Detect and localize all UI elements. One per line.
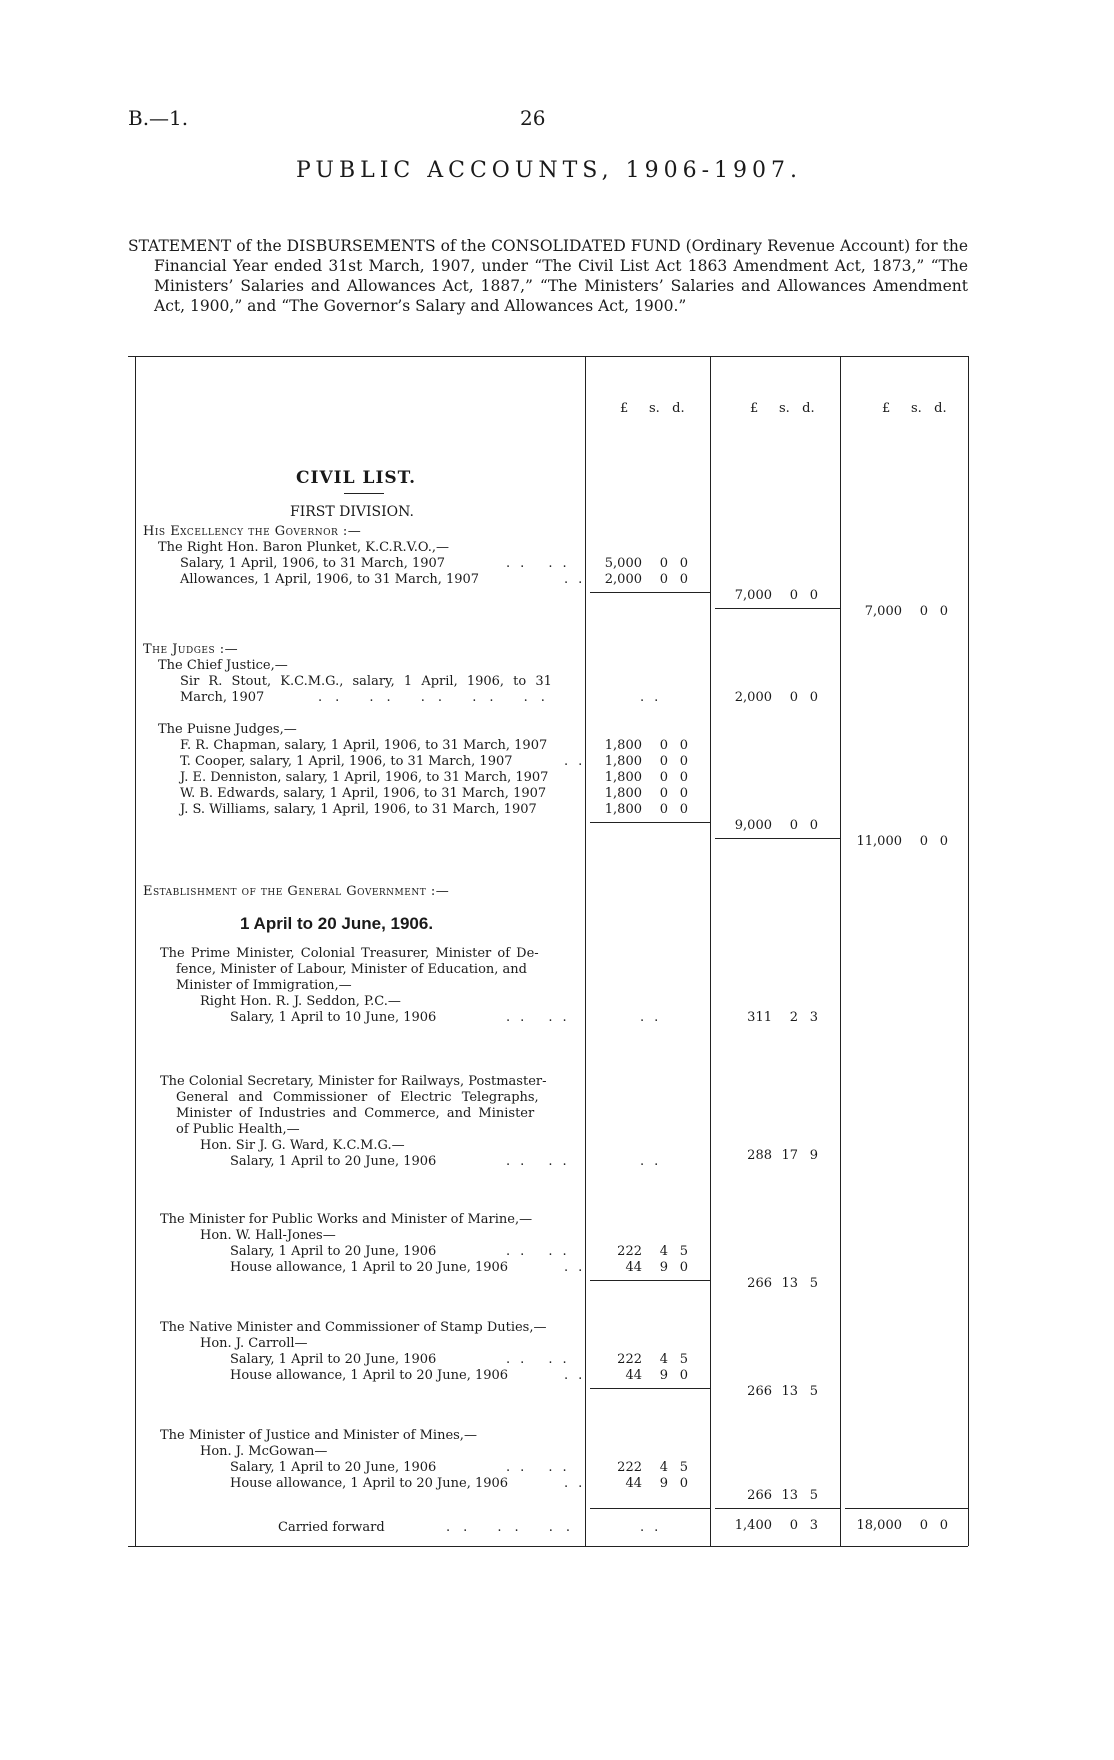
carried-forward-col1-rule [590,1508,710,1509]
colonial-secretary-title-2: General and Commissioner of Electric Telegraphs, [176,1090,539,1105]
public-works-salary-label: Salary, 1 April to 20 June, 1906 [230,1244,437,1259]
carried-forward-leaders: .. .. .. [446,1520,584,1535]
colonial-secretary-title-1: The Colonial Secretary, Minister for Railways, Postmaster- [160,1074,547,1089]
carried-forward-col3: 18,000 0 0 [856,1518,948,1533]
puisne-judge-3-amount: 1,800 0 0 [604,770,688,785]
puisne-judge-2-leaders: .. [564,754,593,769]
puisne-judge-3-label: J. E. Denniston, salary, 1 April, 1906, to 31 March, 1907 [180,770,549,785]
chief-justice-amount: 2,000 0 0 [734,690,818,705]
col3-header [882,401,947,416]
prime-minister-col1-leaders: .. [640,1010,669,1025]
col3-shilling-header: s. [910,401,922,416]
colonial-secretary-title-3: Minister of Industries and Commerce, and Minister [176,1106,535,1121]
colonial-secretary-title-4: of Public Health,— [176,1122,300,1137]
public-works-house-amount: 44 9 0 [625,1260,688,1275]
col2-shilling-header: s. [778,401,790,416]
public-works-total: 266 13 5 [747,1276,818,1291]
col2-right-rule [840,356,841,1546]
prime-minister-leaders: .. .. [506,1010,577,1025]
justice-minister-house-label: House allowance, 1 April to 20 June, 1906 [230,1476,509,1491]
carried-forward-label: Carried forward [278,1520,385,1535]
carried-forward-col2: 1,400 0 3 [734,1518,818,1533]
table-left-rule [135,356,136,1546]
public-works-house-leaders: .. [564,1260,593,1275]
colonial-secretary-salary-label: Salary, 1 April to 20 June, 1906 [230,1154,437,1169]
prime-minister-salary-label: Salary, 1 April to 10 June, 1906 [230,1010,437,1025]
judges-col2-rule [715,838,840,839]
prime-minister-name: Right Hon. R. J. Seddon, P.C.— [200,994,401,1009]
judges-total: 11,000 0 0 [856,834,948,849]
chief-justice-heading: The Chief Justice,— [158,658,288,673]
judges-heading: The Judges :— [143,642,239,657]
governor-allowances-label: Allowances, 1 April, 1906, to 31 March, 1907 [180,572,480,587]
col1-right-rule [710,356,711,1546]
col3-right-rule [968,356,969,1546]
col3-pence-header: d. [934,401,947,416]
governor-salary-label: Salary, 1 April, 1906, to 31 March, 1907 [180,556,446,571]
puisne-judge-5-amount: 1,800 0 0 [604,802,688,817]
puisne-judge-1-amount: 1,800 0 0 [604,738,688,753]
col2-pound-header: £ [750,401,759,416]
puisne-subtotal: 9,000 0 0 [734,818,818,833]
civil-list-underline [344,493,384,494]
governor-col2-rule [715,608,840,609]
public-works-salary-amount: 222 4 5 [617,1244,688,1259]
col1-pence-header: d. [672,401,685,416]
col3-pound-header: £ [882,401,891,416]
public-works-col1-rule [590,1280,710,1281]
establishment-period: 1 April to 20 June, 1906. [240,914,434,933]
governor-salary-amount: 5,000 0 0 [604,556,688,571]
carried-forward-col3-rule [845,1508,968,1509]
statement-heading [128,236,968,316]
native-minister-salary-amount: 222 4 5 [617,1352,688,1367]
native-minister-salary-label: Salary, 1 April to 20 June, 1906 [230,1352,437,1367]
colonial-secretary-col1-leaders: .. [640,1154,669,1169]
governor-subtotal: 7,000 0 0 [734,588,818,603]
carried-forward-col1: .. [640,1520,669,1535]
governor-allowances-leaders: .. [564,572,593,587]
prime-minister-title-1: The Prime Minister, Colonial Treasurer, Minister of De- [160,946,539,961]
public-works-house-label: House allowance, 1 April to 20 June, 1906 [230,1260,509,1275]
justice-minister-total: 266 13 5 [747,1488,818,1503]
page-title: PUBLIC ACCOUNTS, 1906-1907. [296,158,802,183]
justice-minister-salary-leaders: .. .. [506,1460,577,1475]
colonial-secretary-leaders: .. .. [506,1154,577,1169]
native-minister-house-amount: 44 9 0 [625,1368,688,1383]
col1-shilling-header: s. [648,401,660,416]
native-minister-col1-rule [590,1388,710,1389]
justice-minister-house-leaders: .. [564,1476,593,1491]
native-minister-total: 266 13 5 [747,1384,818,1399]
page-number: 26 [520,106,546,130]
justice-minister-name: Hon. J. McGowan— [200,1444,328,1459]
chief-justice-line1: Sir R. Stout, K.C.M.G., salary, 1 April, 1906, to 31 [180,674,552,689]
establishment-heading: Establishment of the General Government :— [143,884,450,899]
native-minister-salary-leaders: .. .. [506,1352,577,1367]
page-reference: B.—1. [128,106,189,130]
col2-header [750,401,815,416]
puisne-judge-5-label: J. S. Williams, salary, 1 April, 1906, to 31 March, 1907 [180,802,537,817]
justice-minister-salary-label: Salary, 1 April to 20 June, 1906 [230,1460,437,1475]
native-minister-title: The Native Minister and Commissioner of Stamp Duties,— [160,1320,547,1335]
governor-name: The Right Hon. Baron Plunket, K.C.R.V.O.,— [158,540,450,555]
puisne-judge-2-amount: 1,800 0 0 [604,754,688,769]
puisne-judges-heading: The Puisne Judges,— [158,722,297,737]
prime-minister-amount: 311 2 3 [747,1010,818,1025]
justice-minister-title: The Minister of Justice and Minister of Mines,— [160,1428,477,1443]
justice-minister-house-amount: 44 9 0 [625,1476,688,1491]
colonial-secretary-name: Hon. Sir J. G. Ward, K.C.M.G.— [200,1138,405,1153]
native-minister-house-leaders: .. [564,1368,593,1383]
native-minister-house-label: House allowance, 1 April to 20 June, 1906 [230,1368,509,1383]
first-division-heading: FIRST DIVISION. [290,504,414,520]
justice-minister-salary-amount: 222 4 5 [617,1460,688,1475]
chief-justice-col1-leaders: .. [640,690,669,705]
puisne-judge-4-amount: 1,800 0 0 [604,786,688,801]
prime-minister-title-2: fence, Minister of Labour, Minister of Education, and [176,962,527,977]
carried-forward-col2-rule [715,1508,840,1509]
table-top-rule [128,356,968,357]
civil-list-heading: CIVIL LIST. [296,468,417,488]
chief-justice-line2: March, 1907 [180,690,265,705]
public-works-name: Hon. W. Hall-Jones— [200,1228,336,1243]
governor-total: 7,000 0 0 [864,604,948,619]
public-works-salary-leaders: .. .. [506,1244,577,1259]
governor-col1-rule [590,592,710,593]
puisne-judge-2-label: T. Cooper, salary, 1 April, 1906, to 31 March, 1907 [180,754,513,769]
governor-allowances-amount: 2,000 0 0 [604,572,688,587]
public-works-title: The Minister for Public Works and Minister of Marine,— [160,1212,533,1227]
native-minister-name: Hon. J. Carroll— [200,1336,308,1351]
puisne-col1-rule [590,822,710,823]
table-bottom-rule [128,1546,968,1547]
chief-justice-leaders: .. .. .. .. .. [318,690,558,705]
col2-pence-header: d. [802,401,815,416]
prime-minister-title-3: Minister of Immigration,— [176,978,352,993]
statement-text: STATEMENT of the DISBURSEMENTS of the CONSOLIDATED FUND (Ordinary Revenue Account) for the Financial Year ended 31st March, 1907, under “The Civil List Act 1863 Amendment Act, 1873,” “The Ministers’ Salaries and Allowances Act, 1887,” “The Ministers’ Salaries and Allowances Amendment Act, 1900,” and “The Governor’s Salary and Allowances Act, 1900.” [128,237,968,315]
col1-pound-header: £ [620,401,629,416]
puisne-judge-4-label: W. B. Edwards, salary, 1 April, 1906, to 31 March, 1907 [180,786,547,801]
puisne-judge-1-label: F. R. Chapman, salary, 1 April, 1906, to 31 March, 1907 [180,738,548,753]
governor-salary-leaders: .. .. [506,556,577,571]
col1-header [620,401,685,416]
governor-heading: His Excellency the Governor :— [143,524,362,539]
colonial-secretary-amount: 288 17 9 [747,1148,818,1163]
